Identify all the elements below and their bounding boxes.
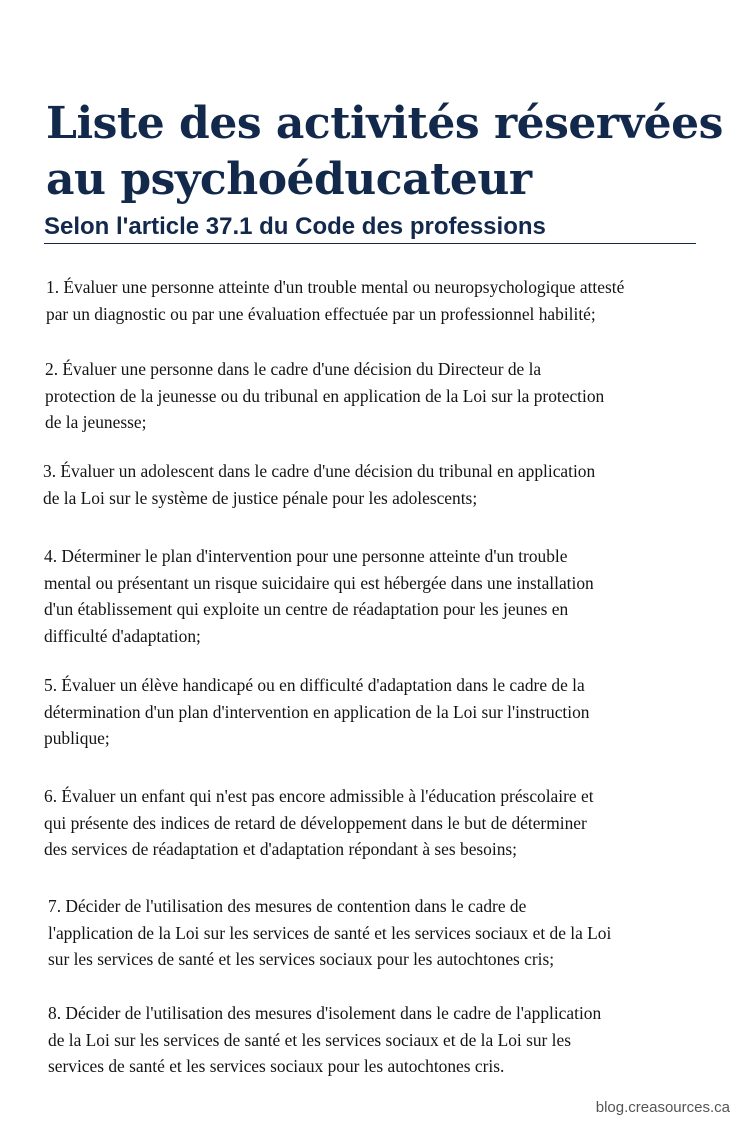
list-item-line: de la jeunesse; [45,412,147,432]
title-line-1: Liste des activités réservées [46,98,723,149]
list-item-line: de la Loi sur les services de santé et les services sociaux et de la Loi sur les [48,1029,571,1050]
list-item-6 [44,783,594,863]
list-item-line: 3. Évaluer un adolescent dans le cadre d'une décision du tribunal en application [43,461,596,481]
list-item-line: d'un établissement qui exploite un centre de réadaptation pour les jeunes en [44,599,569,619]
footer-source: blog.creasources.ca [595,1099,730,1116]
list-item-line: 2. Évaluer une personne dans le cadre d'une décision du Directeur de la [45,359,542,379]
list-item-line: détermination d'un plan d'intervention en application de la Loi sur l'instruction [44,701,590,722]
list-item-line: protection de la jeunesse ou du tribunal en application de la Loi sur la protection [45,385,605,406]
list-item-line: services de santé et les services sociaux pour les autochtones cris. [48,1056,505,1076]
list-item-line: mental ou présentant un risque suicidaire qui est hébergée dans une installation [44,572,594,593]
list-item-line: 6. Évaluer un enfant qui n'est pas encore admissible à l'éducation préscolaire et [44,786,594,806]
list-item-7 [48,893,611,973]
list-item-5 [44,672,589,752]
list-item-line: l'application de la Loi sur les services de santé et les services sociaux et de la Loi [48,922,612,943]
list-item-line: 5. Évaluer un élève handicapé ou en difficulté d'adaptation dans le cadre de la [44,675,585,695]
list-item-line: 7. Décider de l'utilisation des mesures de contention dans le cadre de [48,896,527,916]
list-item-1 [46,274,624,327]
list-item-line: de la Loi sur le système de justice pénale pour les adolescents; [43,487,478,508]
list-item-line: 1. Évaluer une personne atteinte d'un trouble mental ou neuropsychologique attesté [46,277,625,297]
list-item-line: 4. Déterminer le plan d'intervention pour une personne atteinte d'un trouble [44,546,568,566]
list-item-4 [44,543,594,649]
list-item-8 [48,1000,601,1080]
page-subtitle: Selon l'article 37.1 du Code des professions [44,212,696,244]
list-item-line: des services de réadaptation et d'adaptation répondant à ses besoins; [44,839,518,859]
title-line-2: au psychoéducateur [46,154,532,205]
list-item-3 [43,458,595,511]
list-item-line: publique; [44,728,110,748]
list-item-2 [45,356,604,436]
list-item-line: par un diagnostic ou par une évaluation effectuée par un professionnel habilité; [46,303,596,324]
list-item-line: sur les services de santé et les services sociaux pour les autochtones cris; [48,949,555,969]
list-item-line: 8. Décider de l'utilisation des mesures d'isolement dans le cadre de l'application [48,1003,602,1023]
list-item-line: difficulté d'adaptation; [44,625,201,646]
list-item-line: qui présente des indices de retard de développement dans le but de déterminer [44,812,587,833]
page-title [46,96,726,208]
